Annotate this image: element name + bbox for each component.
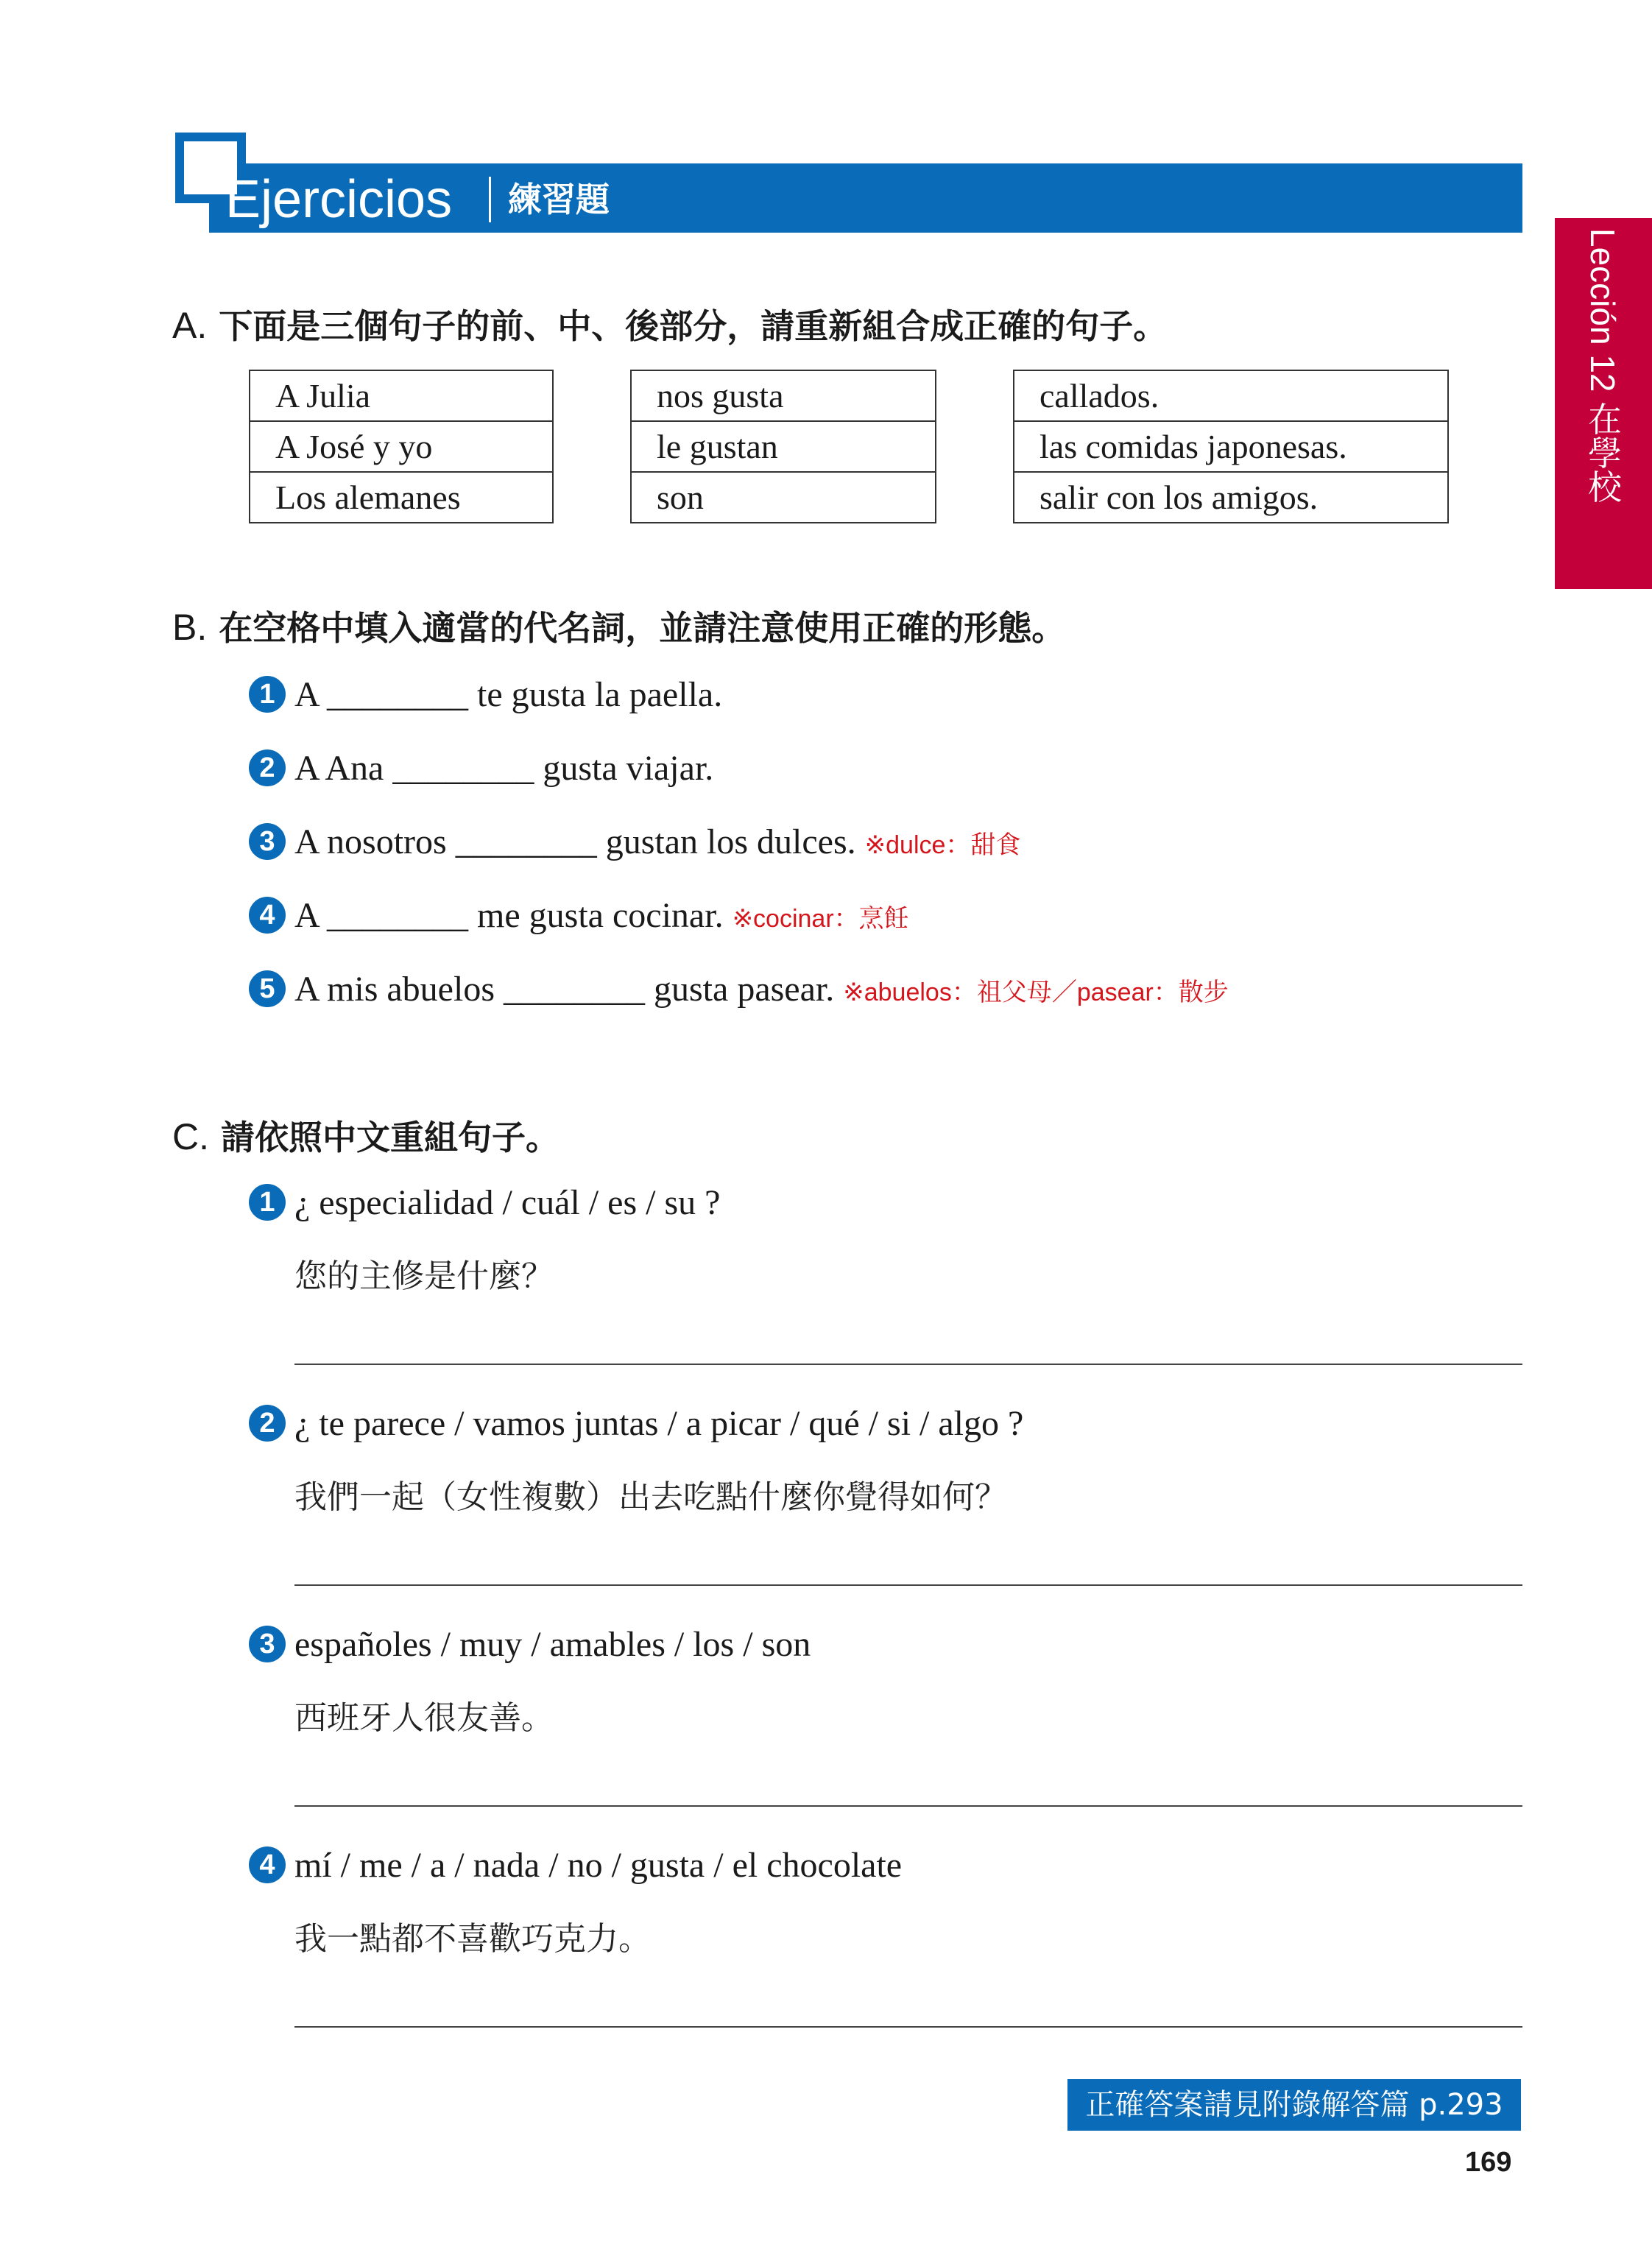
item-number-badge: 4 [249, 1846, 286, 1883]
table-column-2 [630, 370, 936, 523]
answer-line [294, 2026, 1522, 2028]
section-a-instruction: 下面是三個句子的前、中、後部分，請重新組合成正確的句子。 [219, 306, 1168, 346]
item-number-badge: 1 [249, 676, 286, 713]
table-column-3 [1013, 370, 1449, 523]
item-number-badge: 1 [249, 1184, 286, 1221]
item-number-badge: 3 [249, 823, 286, 860]
word-prompt: mí / me / a / nada / no / gusta / el chocolate [294, 1846, 903, 1885]
exercise-sentence: A Ana ________ gusta viajar. [294, 749, 714, 788]
answer-reference-banner: 正確答案請見附錄解答篇 p.293 [1067, 2079, 1521, 2131]
list-item [294, 967, 1229, 1012]
lesson-side-tab-label: Lección 12 在學校 [1584, 228, 1622, 504]
vocab-note: ※cocinar：烹飪 [732, 905, 909, 933]
section-b-instruction: 在空格中填入適當的代名詞，並請注意使用正確的形態。 [219, 608, 1066, 648]
exercise-sentence: A ________ me gusta cocinar. [294, 896, 724, 935]
table-column-1 [249, 370, 554, 523]
table-cell: A José y yo [250, 421, 553, 472]
word-prompt: españoles / muy / amables / los / son [294, 1625, 811, 1664]
table-cell: son [631, 472, 936, 523]
list-item [294, 820, 1020, 864]
table-cell: callados. [1014, 370, 1448, 421]
section-c-letter: C. [172, 1116, 209, 1157]
exercise-sentence: A ________ te gusta la paella. [294, 675, 723, 714]
table-cell: A Julia [250, 370, 553, 421]
section-a-heading [172, 303, 1167, 348]
chinese-translation: 我們一起（女性複數）出去吃點什麼你覺得如何？ [294, 1478, 1007, 1516]
page-number: 169 [1465, 2147, 1512, 2178]
section-a-letter: A. [172, 305, 208, 346]
list-item [294, 747, 713, 791]
section-b-letter: B. [172, 607, 208, 648]
item-number-badge: 2 [249, 749, 286, 786]
header-divider [489, 177, 491, 222]
vocab-note: ※dulce：甜食 [864, 831, 1021, 859]
section-b-heading [172, 605, 1065, 649]
item-number-badge: 5 [249, 970, 286, 1007]
answer-line [294, 1364, 1522, 1365]
chinese-translation: 您的主修是什麼？ [294, 1258, 554, 1295]
table-cell: las comidas japonesas. [1014, 421, 1448, 472]
table-cell: salir con los amigos. [1014, 472, 1448, 523]
chinese-translation: 西班牙人很友善。 [294, 1699, 554, 1737]
list-item [294, 673, 722, 717]
item-number-badge: 4 [249, 897, 286, 934]
answer-line [294, 1805, 1522, 1807]
page-title: Ejercicios [225, 170, 453, 229]
word-prompt: ¿ te parece / vamos juntas / a picar / qué / si / algo ? [294, 1404, 1024, 1443]
table-cell: le gustan [631, 421, 936, 472]
chinese-translation: 我一點都不喜歡巧克力。 [294, 1920, 651, 1958]
answer-line [294, 1584, 1522, 1586]
word-prompt: ¿ especialidad / cuál / es / su ? [294, 1183, 721, 1222]
table-cell: nos gusta [631, 370, 936, 421]
exercise-sentence: A mis abuelos ________ gusta pasear. [294, 970, 835, 1009]
item-number-badge: 2 [249, 1405, 286, 1442]
vocab-note: ※abuelos：祖父母／pasear：散步 [843, 978, 1229, 1006]
section-c-instruction: 請依照中文重組句子。 [221, 1118, 560, 1157]
list-item [294, 894, 909, 938]
section-c-heading [172, 1115, 560, 1159]
item-number-badge: 3 [249, 1626, 286, 1662]
page-subtitle: 練習題 [508, 180, 610, 219]
exercise-sentence: A nosotros ________ gustan los dulces. [294, 822, 856, 861]
table-cell: Los alemanes [250, 472, 553, 523]
